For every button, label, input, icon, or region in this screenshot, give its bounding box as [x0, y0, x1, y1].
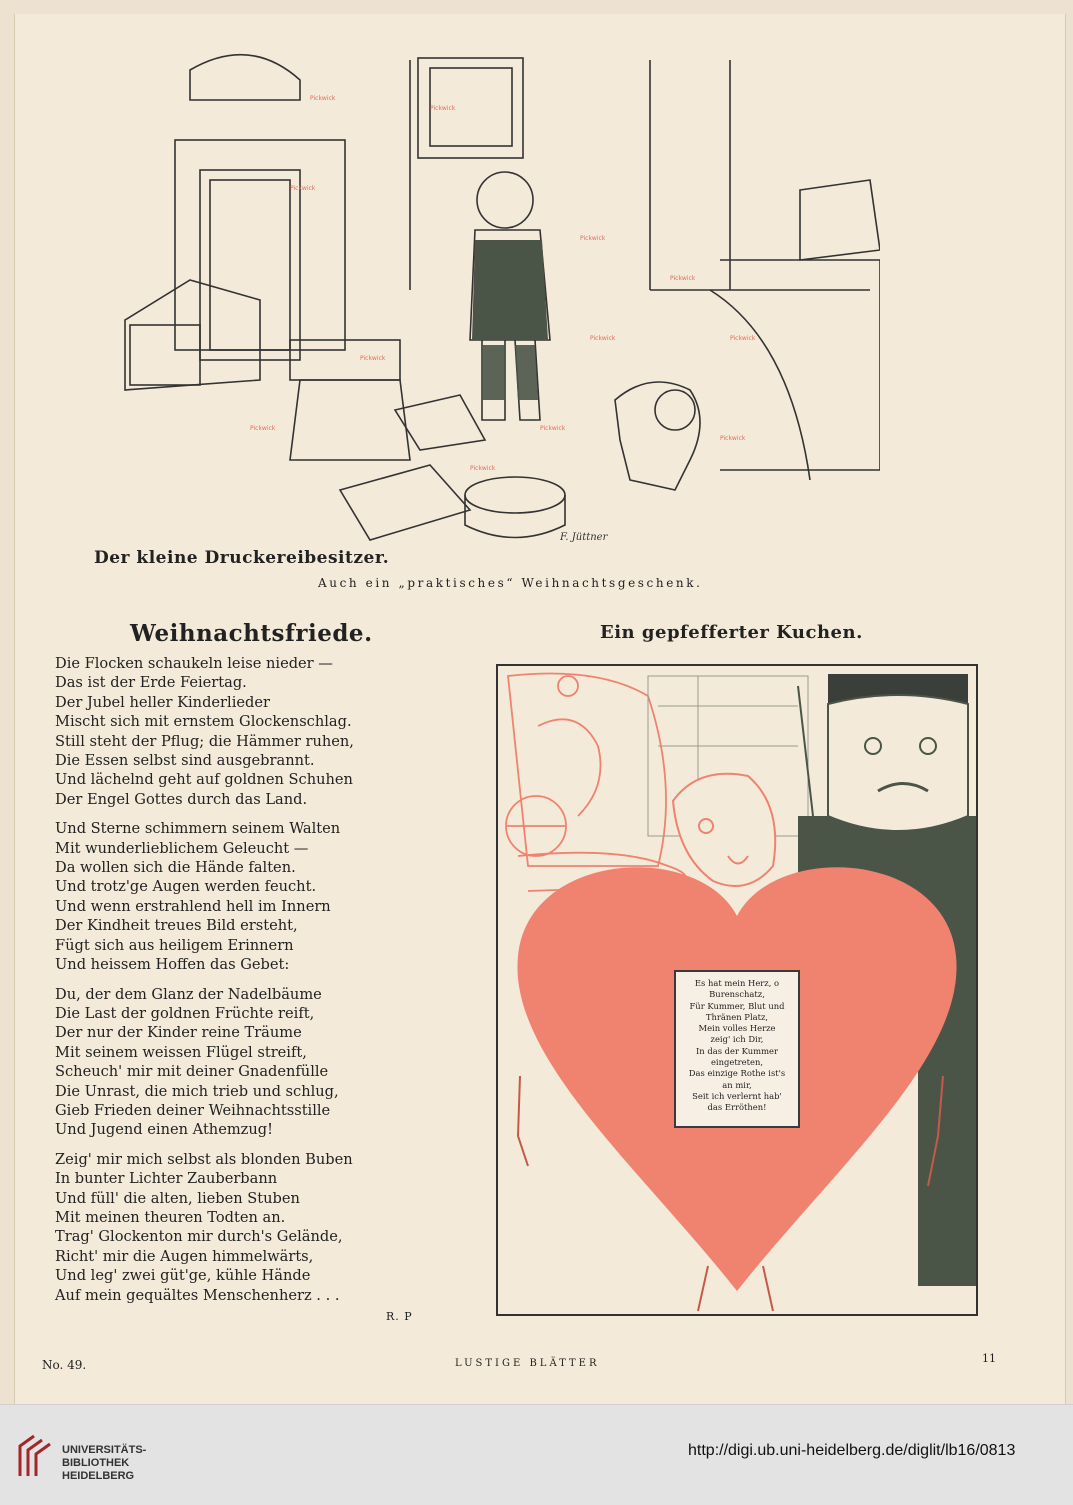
svg-text:Pickwick: Pickwick	[590, 335, 616, 342]
heart-line: das Erröthen!	[707, 1102, 767, 1113]
cartoon-title: Ein gepfefferter Kuchen.	[600, 622, 863, 643]
poem-line: Und heissem Hoffen das Gebet:	[55, 956, 290, 974]
poem-line: Trag' Glockenton mir durch's Gelände,	[55, 1228, 343, 1246]
poem-stanza	[55, 654, 385, 809]
poem-line: Mit seinem weissen Flügel streift,	[55, 1043, 307, 1061]
poem-line: Auf mein gequältes Menschenherz . . .	[55, 1286, 340, 1304]
heart-line: Für Kummer, Blut und	[689, 1000, 785, 1011]
poem-stanza	[55, 985, 385, 1140]
svg-text:Pickwick: Pickwick	[250, 425, 276, 432]
illustration-printing-boy	[110, 40, 880, 550]
heart-verse-box	[674, 970, 800, 1128]
poem-line: Still steht der Pflug; die Hämmer ruhen,	[55, 732, 354, 750]
svg-text:Pickwick: Pickwick	[670, 275, 696, 282]
poem-line: Gieb Frieden deiner Weihnachtsstille	[55, 1101, 331, 1119]
poem-line: Scheuch' mir mit deiner Gnadenfülle	[55, 1063, 329, 1081]
heart-line: In das der Kummer	[696, 1045, 778, 1056]
svg-text:Pickwick: Pickwick	[290, 185, 316, 192]
svg-text:Pickwick: Pickwick	[430, 105, 456, 112]
illustration-signature: F. Jüttner	[560, 532, 608, 543]
poem-line: Die Flocken schaukeln leise nieder —	[55, 655, 333, 672]
poem-line: Mit meinen theuren Todten an.	[55, 1208, 286, 1226]
svg-text:Pickwick: Pickwick	[470, 465, 496, 472]
poem-body	[55, 654, 385, 1315]
illustration-caption-title: Der kleine Druckereibesitzer.	[94, 548, 390, 568]
heart-line: Burenschatz,	[709, 989, 765, 1000]
poem-line: In bunter Lichter Zauberbann	[55, 1170, 278, 1188]
heart-line: an mir,	[722, 1079, 752, 1090]
library-name-line: HEIDELBERG	[62, 1470, 135, 1482]
poem-line: Mit wunderlieblichem Geleucht —	[55, 839, 309, 857]
poem-line: Richt' mir die Augen himmelwärts,	[55, 1247, 314, 1265]
poem-line: Und lächelnd geht auf goldnen Schuhen	[55, 771, 353, 789]
poem-line: Der nur der Kinder reine Träume	[55, 1024, 302, 1042]
poem-line: Die Essen selbst sind ausgebrannt.	[55, 752, 315, 770]
poem-line: Du, der dem Glanz der Nadelbäume	[55, 985, 322, 1003]
svg-text:Pickwick: Pickwick	[360, 355, 386, 362]
svg-text:Pickwick: Pickwick	[730, 335, 756, 342]
poem-line: Und wenn erstrahlend hell im Innern	[55, 897, 331, 915]
poem-line: Die Last der goldnen Früchte reift,	[55, 1004, 315, 1022]
poem-line: Und füll' die alten, lieben Stuben	[55, 1189, 300, 1207]
heart-line: eingetreten,	[710, 1057, 764, 1068]
poem-line: Und trotz'ge Augen werden feucht.	[55, 878, 317, 896]
poem-line: Fügt sich aus heiligem Erinnern	[55, 936, 294, 954]
library-logo-icon	[14, 1432, 56, 1480]
poem-line: Und leg' zwei güt'ge, kühle Hände	[55, 1267, 311, 1285]
poem-line: Zeig' mir mich selbst als blonden Buben	[55, 1150, 353, 1168]
poem-line: Der Engel Gottes durch das Land.	[55, 790, 308, 808]
page-number: 11	[982, 1352, 996, 1365]
svg-text:Pickwick: Pickwick	[720, 435, 746, 442]
heart-line: Mein volles Herze	[698, 1023, 776, 1034]
poem-stanza	[55, 819, 385, 974]
heart-line: zeig' ich Dir,	[710, 1034, 764, 1045]
library-name-line: BIBLIOTHEK	[62, 1457, 130, 1469]
poem-line: Der Jubel heller Kinderlieder	[55, 693, 270, 711]
heart-line: Das einzige Rothe ist's	[688, 1068, 786, 1079]
poem-line: Der Kindheit treues Bild ersteht,	[55, 917, 298, 935]
poem-line: Und Jugend einen Athemzug!	[55, 1121, 273, 1139]
library-name	[62, 1444, 146, 1483]
poem-line: Die Unrast, die mich trieb und schlug,	[55, 1082, 339, 1100]
heart-line: Es hat mein Herz, o	[694, 978, 780, 988]
poem-title: Weihnachtsfriede.	[130, 620, 373, 647]
poem-line: Da wollen sich die Hände falten.	[55, 859, 296, 877]
poem-author: R. P	[386, 1310, 413, 1323]
svg-text:Pickwick: Pickwick	[540, 425, 566, 432]
svg-text:Pickwick: Pickwick	[310, 95, 336, 102]
magazine-name: LUSTIGE BLÄTTER	[455, 1358, 600, 1369]
svg-text:Pickwick: Pickwick	[580, 235, 606, 242]
heart-line: Seit ich verlernt hab'	[692, 1090, 782, 1101]
poem-line: Mischt sich mit ernstem Glockenschlag.	[55, 713, 352, 731]
poem-line: Und Sterne schimmern seinem Walten	[55, 820, 341, 838]
issue-number: No. 49.	[42, 1358, 87, 1372]
document-url-link[interactable]: http://digi.ub.uni-heidelberg.de/diglit/lb16/0813	[688, 1442, 1016, 1459]
cartoon-frame	[496, 664, 978, 1316]
library-name-line: UNIVERSITÄTS-	[62, 1444, 147, 1456]
illustration-caption-subtitle: Auch ein „praktisches“ Weihnachtsgeschenk.	[318, 576, 703, 590]
poem-line: Das ist der Erde Feiertag.	[55, 674, 247, 692]
poem-stanza	[55, 1150, 385, 1305]
heart-line: Thränen Platz,	[705, 1011, 769, 1022]
